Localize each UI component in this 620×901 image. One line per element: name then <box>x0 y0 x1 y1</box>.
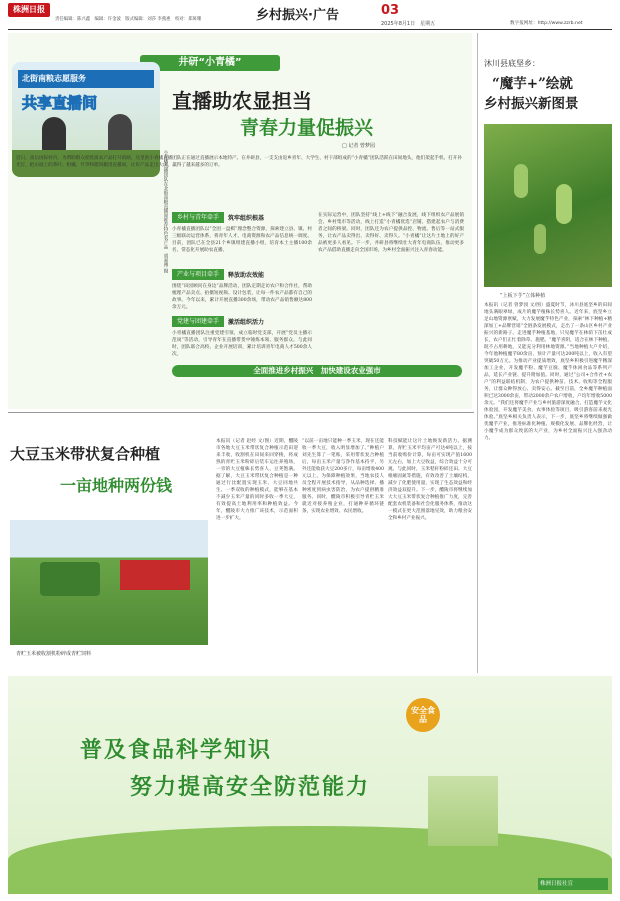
section-1-head <box>172 212 312 223</box>
section-3-title: 激活组织活力 <box>228 319 265 326</box>
section-3-head <box>172 316 312 327</box>
ad-hill <box>8 826 612 894</box>
ad-footer: 株洲日报社宣 <box>540 881 574 887</box>
gourd-2 <box>556 184 572 224</box>
section-title: 乡村振兴·广告 <box>256 8 339 23</box>
section-1-title: 筑牢组织根基 <box>228 215 265 222</box>
masthead-rule <box>8 29 612 30</box>
story2-col1: 本报讯（记者 赵经 文/图）近期，醴陵市各地大豆玉米带状复合种植示范田迎来丰收，收割机在田间来回穿梭，将成熟的青贮玉米粉碎后装车运往养殖场，一旁的大豆植株长势喜人、豆荚饱满。据了解，大豆玉米带状复合种植是一种通过行比配置实现玉米、大豆同地共生、一季双收的种植模式，能够在基本不减少玉米产量的同时多收一季大豆，有效提高土地利用率和种植效益。今年，醴陵市大力推广该技术，示范面积进一步扩大。 <box>216 439 298 521</box>
story2-col3: 科技赋能让这片土地焕发新活力。据测算，青贮玉米平均亩产可达4吨以上，按当前收购价计算，每亩可实现产值1600元左右，加上大豆收益，综合效益十分可观。与此同时，玉米秸秆粉碎还田、大豆根瘤固氮等措施，有效改善了土壤结构，减少了化肥使用量，实现了生态效益和经济效益双提升。下一步，醴陵市将继续加大大豆玉米带状复合种植推广力度，完善配套农机装备和社会化服务体系，推动这一模式在更大范围落地见效，助力粮食安全和乡村产业振兴。 <box>388 439 472 521</box>
section-2-head <box>172 269 312 280</box>
truck <box>120 560 190 590</box>
story3-headline-1: “魔芋+”绘就 <box>492 76 573 92</box>
story3-body: 本报讯（记者 曾梦园 文/图）盛夏时节，沐川县底坚乡的田间地头满眼翠绿，成片的魔芋植株长势喜人。近年来，底坚乡立足山地资源禀赋，大力发展魔芋特色产业，探索“林下种植+精深加工+品牌营销”全链条发展模式，走出了一条山区乡村产业振兴的新路子。走进魔芋种植基地，只见魔芋在林荫下茁壮成长，农户们正忙着除草、施肥。“魔芋喜阴，适合在林下种植，既不占用耕地，又能充分利用林地资源。”当地种植大户介绍，今年他种植魔芋80余亩，预计产量可达200吨以上，收入有望突破50万元。为推动产业提质增效，底坚乡积极引进魔芋精深加工企业，开发魔芋粉、魔芋豆腐、魔芋休闲食品等系列产品，延长产业链、提升附加值。同时，通过“公司+合作社+农户”的利益联结机制，为农户提供种苗、技术、收购等全程服务，让群众种得放心、卖得安心。截至目前，全乡魔芋种植面积已达3000余亩，带动2000余户农户增收，户均年增收5000余元。“我们还将魔芋产业与乡村旅游深度融合，打造魔芋文化体验园，开发魔芋美食、农事体验等项目，吸引游客前来观光体验。”底坚乡相关负责人表示，下一步，底坚乡将继续做强做优魔芋产业，推进标准化种植、规模化发展、品牌化经营，让小魔芋成为群众致富的大产业，为乡村全面振兴注入强劲动力。 <box>484 303 612 441</box>
story1-col2: 在实际运营中，团队坚持“线上+线下”融合发展，线下组织农产品展销会、乡村集市等活动，线上打造“小青橘优选”店铺，搭建起农户与消费者之间的桥梁。同时，团队还为农户提供品控、物流、售后等一站式服务，让农产品卖得出、卖得好、卖得久。“小青橘”让这片土地上的好产品被更多人看见。下一步，井研县将继续壮大青年电商队伍，推动更多农产品借助直播走向全国市场，为乡村全面振兴注入青春动能。 <box>318 213 464 253</box>
ad-city <box>428 776 498 846</box>
story2-photo-caption: 青贮玉米被收割机粉碎成青贮饲料 <box>16 651 92 657</box>
story1-sections <box>172 212 312 376</box>
story1-byline: □ 记者 曾梦园 <box>342 143 375 149</box>
section-1-body: 小青橘直播团队以“全团一盘棋”理念整合资源，探索建立县、镇、村三级联动运营体系，将青年人才、电商资源和农产品信息统一调度。目前，团队已在全县21个乡镇组建直播小组，培育本土主播100余名，常态化开展助农直播。 <box>172 227 312 253</box>
story3-headline-2: 乡村振兴新图景 <box>484 96 579 112</box>
page-number: 03 <box>381 3 400 18</box>
ad-badge-text: 安全食品 <box>411 706 435 724</box>
section-3-tag: 党建与团建牵手 <box>172 316 224 327</box>
section-2-tag: 产业与项目牵手 <box>172 269 224 280</box>
date: 2025年8月1日 星期五 <box>381 21 436 27</box>
credits: 责任编辑：陈兴鑫 编辑：许金波 版式编辑：刘莎 李燕惠 校对：郑斑珊 <box>55 17 202 22</box>
gourd-3 <box>534 224 546 254</box>
section-1-tag: 乡村与青年牵手 <box>172 212 224 223</box>
section-3-body: 小青橘直播团队注重党建引领，成立临时党支部，开展“党员主播示范岗”等活动，引导青年在直播带货中锤炼本领、服务群众。与此同时，团队联合高校、企业开展培训，累计培训青年电商人才500余人次。 <box>172 331 312 357</box>
story3-photo <box>484 124 612 287</box>
website: 数字报网址：http://www.zzrb.net <box>510 21 583 26</box>
story1-banner: 全面推进乡村振兴 加快建设农业强市 <box>253 366 381 375</box>
harvester <box>40 562 100 596</box>
person-right <box>108 114 132 151</box>
ad-line-1: 普及食品科学知识 <box>80 737 273 763</box>
story2-photo <box>10 520 208 645</box>
section-2-body: 围绕“田园顾问在身边”品牌活动，团队定期走访农户和合作社，帮助梳理产品卖点、拍摄短视频、设计包装，让每一件农产品都有自己的故事。今年以来，累计开展直播300余场，带动农产品销售额达800余万元。 <box>172 284 312 310</box>
story2-subhead: 一亩地种两份钱 <box>60 476 173 495</box>
ad-line-2: 努力提高安全防范能力 <box>130 774 371 800</box>
story2-headline: 大豆玉米带状复合种植 <box>10 445 161 463</box>
story1-kicker: 井研“小青橘” <box>140 55 280 71</box>
story3-photo-caption: “上板下芋”立体种植 <box>500 293 546 299</box>
story1-photo-caption: 小青橘直播团队在北街南粮直播间推荐特色农产品 胡嘉博 摄 <box>163 150 168 273</box>
story2-rule <box>8 412 474 413</box>
person-left <box>42 117 66 151</box>
photo-big-text: 共享直播间 <box>22 94 98 112</box>
story1-lead: 近日，南岳国际村内，为帮助群众把优质农产品打开销路，这里的小青橘直播团队正在通过直播展示本地特产。在井研县，一支支由返乡青年、大学生、村干部组成的“小青橘”团队活跃在田间地头，他们架起手机、打开补光灯，把山坡上的茶叶、柑橘、竹笋和腊肉搬进直播间，让好产品走出大山，赢得了越来越多的订单。 <box>16 156 462 168</box>
gourd-1 <box>514 164 528 198</box>
logo <box>8 3 50 17</box>
story1-headline: 直播助农显担当 <box>172 89 312 113</box>
story1-subhead: 青春力量促振兴 <box>240 117 374 139</box>
section-2-title: 释放助农效能 <box>228 272 265 279</box>
story2-col2: “以前一亩地只能种一季玉米，现在还能收一季大豆，收入明显增加了。”种植户刘先生算了一笔账，采用带状复合种植后，每亩玉米产量与净作基本持平，另外还能收获大豆200多斤，每亩增收400元以上。为保障种植效果，当地农技人员全程开展技术指导，从品种选择、播种密度到病虫害防治，为农户提供精准服务。同时，醴陵市积极引导青贮玉米就近对接养殖企业，打通种养循环链条，实现农业增效、农民增收。 <box>302 439 384 514</box>
photo-banner-text: 北街南粮志愿服务 <box>22 74 86 83</box>
column-divider <box>477 33 478 673</box>
story3-header: 沐川县底坚乡： <box>484 59 540 68</box>
logo-text: 株洲日报 <box>13 5 45 14</box>
